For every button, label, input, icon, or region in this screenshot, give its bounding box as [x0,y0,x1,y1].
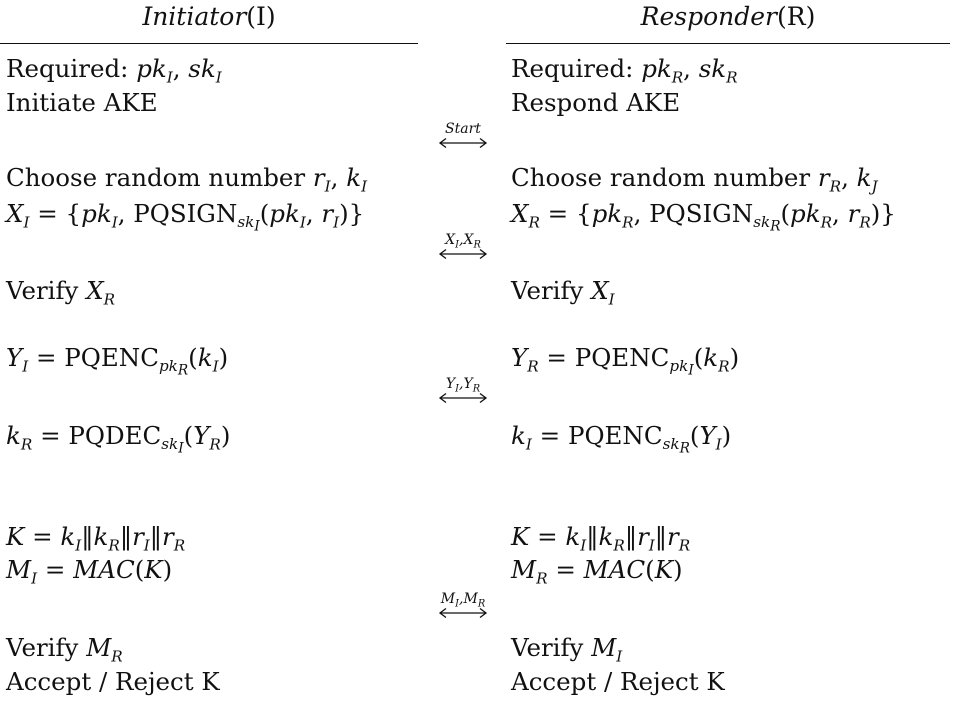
responder-verify-m-line: Verify $M_I$ [511,633,623,666]
responder-accept-line: Accept / Reject K [511,667,725,696]
responder-header [506,2,950,31]
message-m [420,592,506,619]
responder-choose-line: Choose random number $r_R$, $k_J$ [511,163,878,196]
initiator-verify-m-line: Verify $M_R$ [6,633,123,666]
initiator-verify-x-line: Verify $X_R$ [6,276,116,309]
double-arrow-icon [437,248,489,260]
message-m-label: $M_I,M_R$ [440,591,486,610]
message-y [420,377,506,404]
initiator-k-line: $k_R$ = $PQDEC_{sk_I}(Y_R)$ [6,421,231,457]
initiator-tag: (I) [246,2,276,31]
initiator-required-line: Required: $pk_I$, $sk_I$ [6,54,222,87]
message-y-label: $Y_I,Y_R$ [445,376,481,395]
initiator-accept-line: Accept / Reject K [6,667,220,696]
responder-required-line: Required: $pk_R$, $sk_R$ [511,54,738,87]
initiator-key-line: $K = k_I‖k_R‖r_I‖r_R$ [6,522,186,555]
responder-tag: (R) [777,2,816,31]
double-arrow-icon [437,392,489,404]
initiator-x-line: $X_I = \{pk_I$, $PQSIGN_{sk_I}(pk_I$, $r_I$)} [6,199,365,235]
initiator-mac-line: $M_I = MAC(K)$ [6,555,173,588]
message-start [420,122,506,149]
initiator-choose-line: Choose random number $r_I$, $k_I$ [6,163,368,196]
initiator-initiate-line: Initiate AKE [6,88,158,117]
responder-mac-line: $M_R = MAC(K)$ [511,555,683,588]
responder-y-line: $Y_R$ = $PQENC_{pk_I}(k_R)$ [511,343,740,379]
responder-verify-x-line: Verify $X_I$ [511,276,615,309]
message-x-label: $X_I,X_R$ [445,232,481,251]
double-arrow-icon [437,137,489,149]
responder-k-line: $k_I$ = $PQENC_{sk_R}(Y_I)$ [511,421,732,457]
initiator-header-rule [0,43,418,44]
responder-key-line: $K = k_I‖k_R‖r_I‖r_R$ [511,522,691,555]
responder-header-rule [506,43,950,44]
message-x [420,233,506,260]
initiator-title: Initiator [142,2,247,31]
double-arrow-icon [437,607,489,619]
responder-title: Responder [640,2,777,31]
responder-x-line: $X_R = \{pk_R$, $PQSIGN_{sk_R}(pk_R$, $r_R$)} [511,199,896,235]
initiator-y-line: $Y_I$ = $PQENC_{pk_R}(k_I)$ [6,343,229,379]
initiator-header [0,2,418,31]
responder-respond-line: Respond AKE [511,88,681,117]
message-start-label: Start [445,121,481,137]
